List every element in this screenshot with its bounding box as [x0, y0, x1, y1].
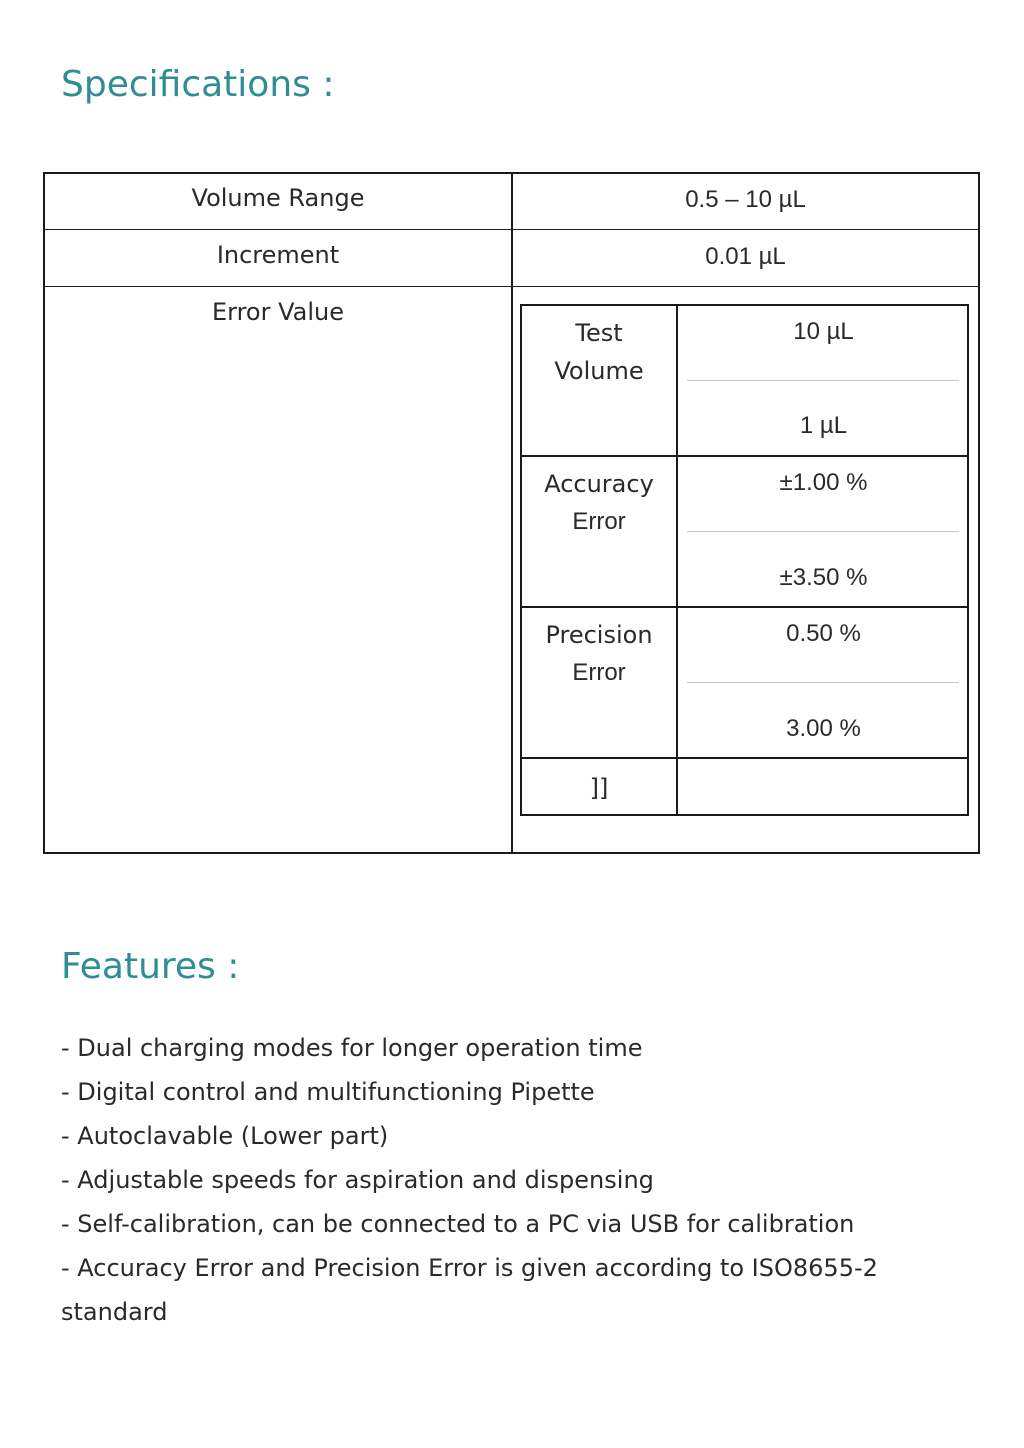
increment-value: 0.01 µL — [705, 243, 786, 270]
extra-row-label: ]] — [589, 774, 609, 802]
precision-error-value-1: 0.50 % — [786, 620, 861, 647]
feature-item: - Dual charging modes for longer operation time — [61, 1034, 643, 1062]
volume-range-label: Volume Range — [191, 184, 365, 212]
feature-item: - Accuracy Error and Precision Error is given according to ISO8655-2 standard — [61, 1254, 878, 1326]
test-volume-label-line1: Test — [575, 319, 623, 347]
precision-error-label — [522, 616, 676, 692]
feature-item: - Self-calibration, can be connected to a PC via USB for calibration — [61, 1210, 855, 1238]
inner-row-divider — [522, 455, 967, 457]
accuracy-error-label-line2: Error — [572, 508, 626, 535]
accuracy-error-label — [522, 465, 676, 541]
value-separator — [687, 380, 959, 381]
test-volume-label-line2: Volume — [554, 357, 644, 385]
increment-label: Increment — [216, 241, 340, 269]
accuracy-error-label-line1: Accuracy — [544, 470, 654, 498]
error-value-label: Error Value — [211, 298, 345, 326]
specifications-heading: Specifications : — [61, 64, 335, 105]
volume-range-value: 0.5 – 10 µL — [685, 186, 806, 213]
value-separator — [687, 531, 959, 532]
features-heading: Features : — [61, 946, 240, 987]
precision-error-label-line1: Precision — [545, 621, 653, 649]
error-table-layer — [43, 172, 980, 854]
feature-item: - Autoclavable (Lower part) — [61, 1122, 389, 1150]
error-value-table — [520, 304, 969, 816]
test-volume-label — [522, 314, 676, 390]
feature-item: - Digital control and multifunctioning Pipette — [61, 1078, 595, 1106]
test-volume-value-1: 10 µL — [793, 318, 854, 345]
inner-row-divider — [522, 757, 967, 759]
precision-error-label-line2: Error — [572, 659, 626, 686]
precision-error-value-2: 3.00 % — [786, 715, 861, 742]
inner-row-divider — [522, 606, 967, 608]
test-volume-value-2: 1 µL — [799, 412, 848, 439]
feature-item: - Adjustable speeds for aspiration and dispensing — [61, 1166, 654, 1194]
features-list — [61, 1026, 971, 1334]
accuracy-error-value-2: ±3.50 % — [779, 564, 868, 591]
value-separator — [687, 682, 959, 683]
accuracy-error-value-1: ±1.00 % — [779, 469, 868, 496]
